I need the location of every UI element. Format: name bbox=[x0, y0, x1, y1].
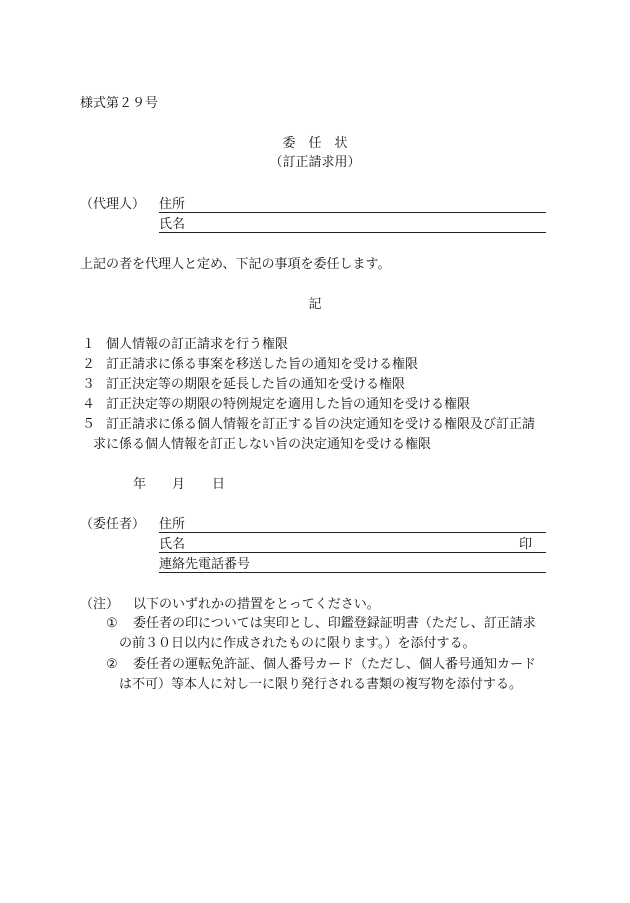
item-number: １ bbox=[82, 337, 96, 352]
note-intro: 以下のいずれかの措置をとってください。 bbox=[133, 597, 380, 612]
principal-address-label: 住所 bbox=[159, 517, 186, 532]
date-month: 月 bbox=[172, 477, 186, 492]
date-year: 年 bbox=[133, 477, 147, 492]
agent-name-label: 氏名 bbox=[159, 217, 186, 232]
document-subtitle: （訂正請求用） bbox=[269, 155, 361, 170]
principal-name-line[interactable] bbox=[159, 552, 546, 553]
agent-name-line[interactable] bbox=[159, 232, 546, 233]
item-text: 訂正請求に係る事案を移送した旨の通知を受ける権限 bbox=[106, 357, 419, 372]
principal-phone-label: 連絡先電話番号 bbox=[159, 557, 251, 572]
principal-phone-line[interactable] bbox=[159, 572, 546, 573]
item-number: ２ bbox=[82, 357, 96, 372]
note-label: （注） bbox=[80, 597, 120, 612]
document-title: 委 任 状 bbox=[282, 136, 348, 151]
note-item-text: 委任者の印については実印とし、印鑑登録証明書（ただし、訂正請求 bbox=[133, 616, 536, 631]
ki-heading: 記 bbox=[308, 297, 322, 312]
principal-address-line[interactable] bbox=[159, 532, 546, 533]
item-number: ５ bbox=[82, 417, 96, 432]
seal-mark: 印 bbox=[519, 537, 533, 552]
note-item-number: ① bbox=[106, 616, 118, 631]
item-text: 訂正決定等の期限を延長した旨の通知を受ける権限 bbox=[106, 377, 406, 392]
delegation-statement: 上記の者を代理人と定め、下記の事項を委任します。 bbox=[80, 257, 391, 272]
note-item-continuation: の前３０日以内に作成されたものに限ります。）を添付する。 bbox=[119, 636, 476, 651]
agent-address-line[interactable] bbox=[159, 212, 546, 213]
item-number: ４ bbox=[82, 397, 96, 412]
principal-label: （委任者） bbox=[80, 517, 146, 532]
item-number: ３ bbox=[82, 377, 96, 392]
date-day: 日 bbox=[212, 477, 226, 492]
form-number: 様式第２９号 bbox=[80, 96, 159, 111]
item-text: 訂正請求に係る個人情報を訂正する旨の決定通知を受ける権限及び訂正請 bbox=[106, 417, 536, 432]
agent-label: （代理人） bbox=[80, 197, 146, 212]
principal-name-label: 氏名 bbox=[159, 537, 186, 552]
note-item-continuation: は不可）等本人に対し一に限り発行される書類の複写物を添付する。 bbox=[119, 677, 523, 692]
note-item-text: 委任者の運転免許証、個人番号カード（ただし、個人番号通知カード bbox=[133, 657, 537, 672]
note-item-number: ② bbox=[106, 657, 118, 672]
agent-address-label: 住所 bbox=[159, 197, 186, 212]
item-text: 個人情報の訂正請求を行う権限 bbox=[106, 337, 289, 352]
item-text-continuation: 求に係る個人情報を訂正しない旨の決定通知を受ける権限 bbox=[93, 437, 432, 452]
item-text: 訂正決定等の期限の特例規定を適用した旨の通知を受ける権限 bbox=[106, 397, 471, 412]
